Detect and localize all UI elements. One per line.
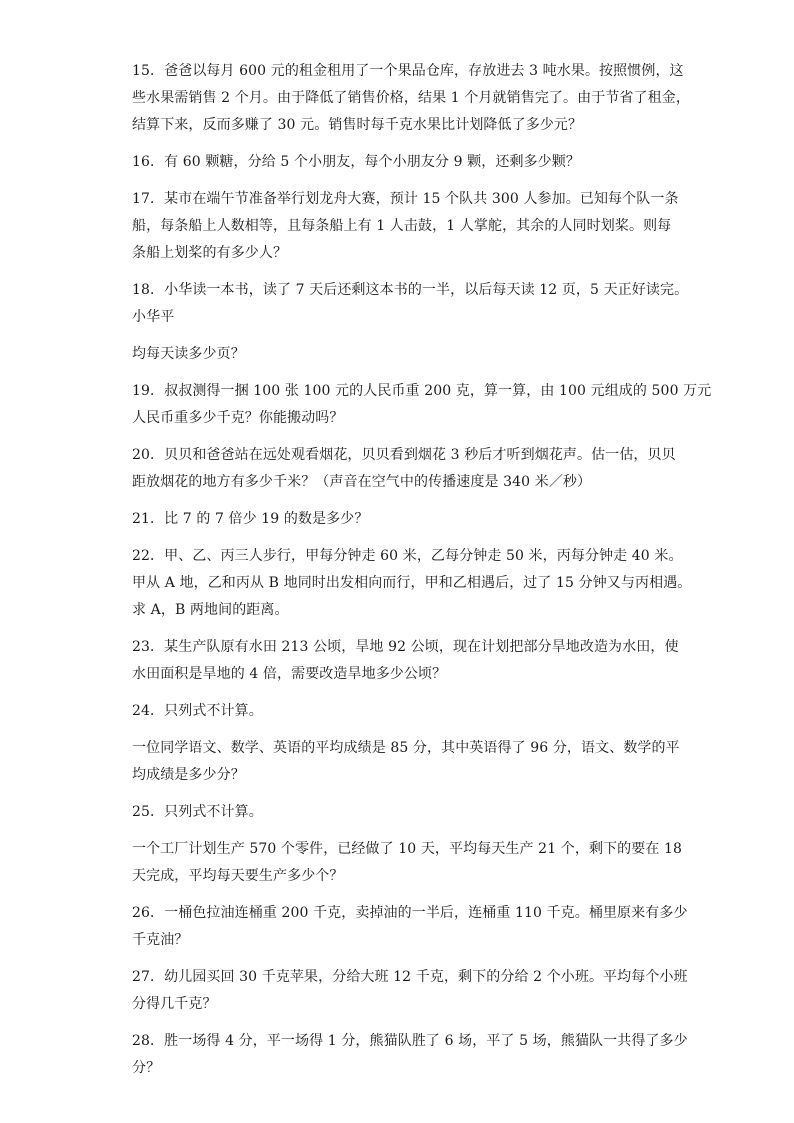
question-text-line: 26．一桶色拉油连桶重 200 千克，卖掉油的一半后，连桶重 110 千克。桶里原来有多少 (132, 905, 688, 921)
question-paragraph (132, 442, 676, 496)
question-paragraph (132, 634, 679, 688)
question-paragraph (132, 698, 672, 725)
question-paragraph (132, 277, 689, 331)
question-text-line: 船，每条船上人数相等，且每条船上有 1 人击鼓，1 人掌舵，其余的人同时划桨。则每 (132, 218, 672, 234)
question-paragraph (132, 735, 680, 789)
question-text-line: 甲从 A 地，乙和丙从 B 地同时出发相向而行，甲和乙相遇后，过了 15 分钟又与丙相遇。 (132, 575, 692, 591)
question-paragraph (132, 186, 679, 267)
question-text-line: 人民币重多少千克？你能搬动吗？ (132, 410, 344, 426)
question-paragraph (132, 1028, 688, 1082)
question-text-line: 22．甲、乙、丙三人步行，甲每分钟走 60 米，乙每分钟走 50 米，丙每分钟走 40 米。 (132, 548, 683, 564)
question-list (132, 58, 712, 1082)
question-text-line: 均每天读多少页？ (132, 346, 245, 362)
question-text-line: 24．只列式不计算。 (132, 703, 263, 719)
question-paragraph (132, 900, 688, 954)
question-text-line: 小华平 (132, 309, 175, 325)
question-text-line: 一位同学语文、数学、英语的平均成绩是 85 分，其中英语得了 96 分，语文、数学的平 (132, 740, 680, 756)
question-text-line: 结算下来，反而多赚了 30 元。销售时每千克水果比计划降低了多少元？ (132, 117, 583, 133)
question-text-line: 25．只列式不计算。 (132, 804, 263, 820)
question-text-line: 28．胜一场得 4 分，平一场得 1 分，熊猫队胜了 6 场，平了 5 场，熊猫队一共得了多少 (132, 1033, 688, 1049)
question-text-line: 23．某生产队原有水田 213 公顷，旱地 92 公顷，现在计划把部分旱地改造为水田，使 (132, 639, 679, 655)
question-paragraph (132, 149, 672, 176)
question-text-line: 19．叔叔测得一捆 100 张 100 元的人民币重 200 克，算一算，由 100 元组成的 500 万元 (132, 383, 712, 399)
question-text-line: 15．爸爸以每月 600 元的租金租用了一个果品仓库，存放进去 3 吨水果。按照惯例，这 (132, 63, 684, 79)
question-paragraph (132, 341, 672, 368)
question-paragraph (132, 836, 683, 890)
question-paragraph (132, 58, 690, 139)
question-text-line: 一个工厂计划生产 570 个零件，已经做了 10 天，平均每天生产 21 个，剩下的要在 18 (132, 841, 683, 857)
question-text-line: 分得几千克？ (132, 996, 217, 1012)
question-text-line: 21．比 7 的 7 倍少 19 的数是多少？ (132, 511, 369, 527)
question-text-line: 水田面积是旱地的 4 倍，需要改造旱地多少公顷？ (132, 666, 447, 682)
question-paragraph (132, 799, 672, 826)
question-text-line: 求 A，B 两地间的距离。 (132, 602, 289, 618)
question-text-line: 天完成，平均每天要生产多少个？ (132, 868, 344, 884)
question-text-line: 20．贝贝和爸爸站在远处观看烟花，贝贝看到烟花 3 秒后才听到烟花声。估一估，贝贝 (132, 447, 676, 463)
question-paragraph (132, 543, 692, 624)
question-paragraph (132, 378, 712, 432)
question-paragraph (132, 964, 688, 1018)
question-text-line: 千克油？ (132, 932, 189, 948)
question-text-line: 均成绩是多少分？ (132, 767, 245, 783)
question-text-line: 27．幼儿园买回 30 千克苹果，分给大班 12 千克，剩下的分给 2 个小班。平均每个小班 (132, 969, 688, 985)
question-text-line: 18．小华读一本书，读了 7 天后还剩这本书的一半，以后每天读 12 页，5 天正好读完。 (132, 282, 689, 298)
question-paragraph (132, 506, 672, 533)
question-text-line: 距放烟花的地方有多少千米？（声音在空气中的传播速度是 340 米／秒） (132, 474, 592, 490)
question-text-line: 分？ (132, 1060, 161, 1076)
question-text-line: 条船上划桨的有多少人？ (132, 245, 288, 261)
question-text-line: 16．有 60 颗糖，分给 5 个小朋友，每个小朋友分 9 颗，还剩多少颗？ (132, 154, 580, 170)
question-text-line: 些水果需销售 2 个月。由于降低了销售价格，结果 1 个月就销售完了。由于节省了租金， (132, 90, 690, 106)
question-text-line: 17．某市在端午节准备举行划龙舟大赛，预计 15 个队共 300 人参加。已知每个队一条 (132, 191, 679, 207)
